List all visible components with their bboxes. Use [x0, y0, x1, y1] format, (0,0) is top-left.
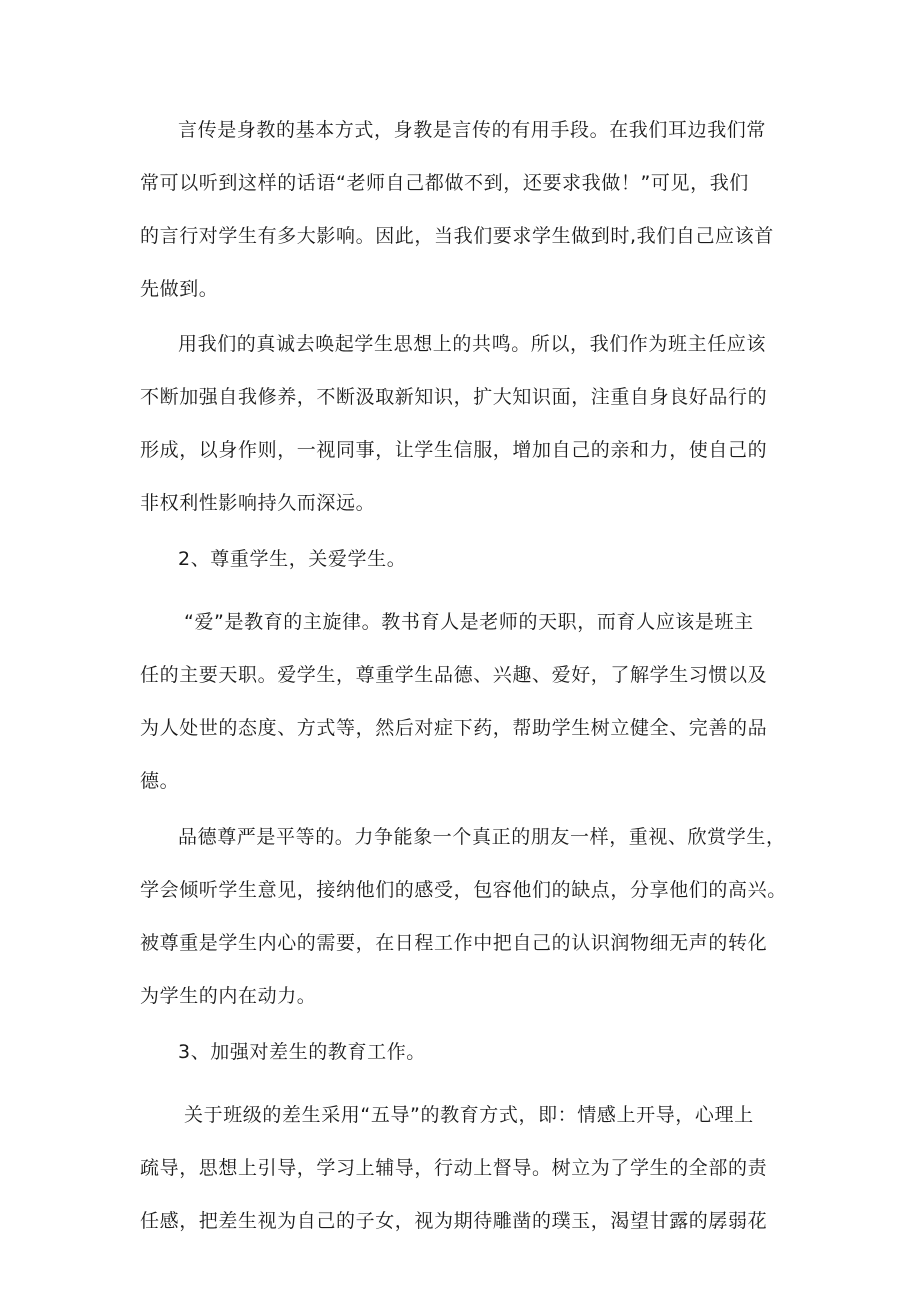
paragraph-2-line-4: 非权利性影响持久而深远。 — [140, 492, 376, 514]
paragraph-1-line-1: 言传是身教的基本方式，身教是言传的有用手段。在我们耳边我们常 — [178, 119, 767, 141]
paragraph-4-line-4: 为学生的内在动力。 — [140, 985, 317, 1007]
paragraph-3-line-4: 德。 — [140, 770, 180, 792]
paragraph-1-line-4: 先做到。 — [140, 278, 219, 300]
section-heading-2: 2、尊重学生，关爱学生。 — [178, 548, 407, 570]
paragraph-5-line-1: 关于班级的差生采用“五导”的教育方式，即：情感上开导，心理上 — [184, 1104, 754, 1126]
section-heading-3: 3、加强对差生的教育工作。 — [178, 1041, 426, 1063]
paragraph-1-line-2: 常可以听到这样的话语“老师自己都做不到，还要求我做！”可见，我们 — [140, 172, 749, 194]
paragraph-2-line-2: 不断加强自我修养，不断汲取新知识，扩大知识面，注重自身良好品行的 — [140, 386, 768, 408]
paragraph-2-line-1: 用我们的真诚去唤起学生思想上的共鸣。所以，我们作为班主任应该 — [178, 333, 767, 355]
paragraph-2-line-3: 形成，以身作则，一视同事，让学生信服，增加自己的亲和力，使自己的 — [140, 439, 768, 461]
paragraph-3-line-1: “爱”是教育的主旋律。教书育人是老师的天职，而育人应该是班主 — [184, 611, 754, 633]
paragraph-5-line-3: 任感，把差生视为自己的子女，视为期待雕凿的璞玉，渴望甘露的孱弱花 — [140, 1210, 768, 1232]
paragraph-4-line-2: 学会倾听学生意见，接纳他们的感受，包容他们的缺点，分享他们的高兴。 — [140, 879, 787, 901]
paragraph-3-line-2: 任的主要天职。爱学生，尊重学生品德、兴趣、爱好，了解学生习惯以及 — [140, 664, 768, 686]
paragraph-3-line-3: 为人处世的态度、方式等，然后对症下药，帮助学生树立健全、完善的品 — [140, 717, 768, 739]
paragraph-1-line-3: 的言行对学生有多大影响。因此，当我们要求学生做到时,我们自己应该首 — [140, 225, 774, 247]
paragraph-4-line-1: 品德尊严是平等的。力争能象一个真正的朋友一样，重视、欣赏学生， — [178, 826, 786, 848]
paragraph-5-line-2: 疏导，思想上引导，学习上辅导，行动上督导。树立为了学生的全部的责 — [140, 1157, 768, 1179]
paragraph-4-line-3: 被尊重是学生内心的需要，在日程工作中把自己的认识润物细无声的转化 — [140, 932, 768, 954]
